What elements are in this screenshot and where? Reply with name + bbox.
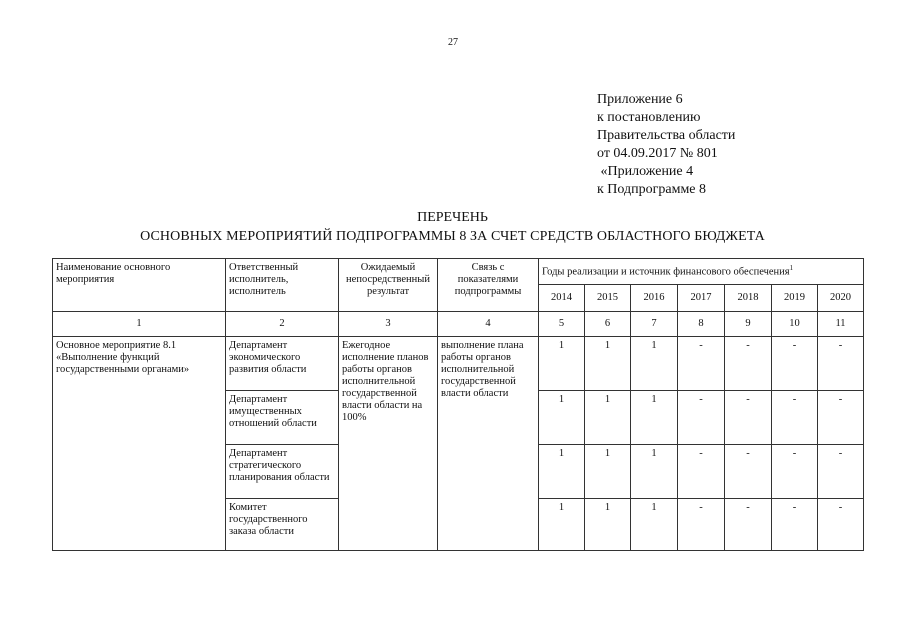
value-cell: 1 [631, 337, 678, 391]
value-cell: 1 [585, 499, 631, 551]
value-cell: - [818, 499, 864, 551]
value-cell: - [725, 337, 772, 391]
value-cell: - [678, 499, 725, 551]
appendix-line: к Подпрограмме 8 [597, 182, 707, 197]
value-cell: 1 [585, 391, 631, 445]
value-cell: - [678, 337, 725, 391]
value-cell: - [772, 337, 818, 391]
indicator-link-cell: выполнение плана работы органов исполнительной государственной власти области [438, 337, 539, 551]
executor-cell: Департамент имущественных отношений области [226, 391, 339, 445]
column-number: 11 [818, 312, 864, 337]
value-cell: - [818, 391, 864, 445]
activity-name-cell: Основное мероприятие 8.1 «Выполнение функций государственными органами» [53, 337, 226, 551]
header-responsible: Ответственный исполнитель, исполнитель [226, 259, 339, 312]
value-cell: 1 [631, 445, 678, 499]
value-cell: - [772, 499, 818, 551]
column-number: 3 [339, 312, 438, 337]
header-year: 2017 [678, 285, 725, 312]
appendix-line: Приложение 6 [597, 92, 683, 107]
value-cell: - [818, 337, 864, 391]
column-number: 7 [631, 312, 678, 337]
executor-cell: Департамент экономического развития области [226, 337, 339, 391]
activities-table [52, 258, 864, 551]
value-cell: - [725, 445, 772, 499]
column-number: 9 [725, 312, 772, 337]
appendix-line: от 04.09.2017 № 801 [597, 146, 718, 161]
page-number: 27 [448, 37, 458, 48]
header-underline [67, 311, 79, 312]
column-number: 2 [226, 312, 339, 337]
value-cell: 1 [585, 445, 631, 499]
header-year: 2015 [585, 285, 631, 312]
value-cell: 1 [631, 391, 678, 445]
header-years-group [539, 259, 864, 285]
value-cell: 1 [539, 445, 585, 499]
value-cell: 1 [539, 391, 585, 445]
header-activity-name [53, 259, 226, 312]
appendix-line: к постановлению [597, 110, 701, 125]
column-number: 8 [678, 312, 725, 337]
header-indicator-link: Связь с показателями подпрограммы [438, 259, 539, 312]
executor-cell: Департамент стратегического планирования области [226, 445, 339, 499]
value-cell: 1 [585, 337, 631, 391]
column-number: 5 [539, 312, 585, 337]
table-row [53, 337, 864, 391]
expected-result-cell: Ежегодное исполнение планов работы органов исполнительной государственной власти области на 100% [339, 337, 438, 551]
document-subtitle: ОСНОВНЫХ МЕРОПРИЯТИЙ ПОДПРОГРАММЫ 8 ЗА СЧЕТ СРЕДСТВ ОБЛАСТНОГО БЮДЖЕТА [140, 229, 765, 244]
appendix-line: Правительства области [597, 128, 736, 143]
value-cell: - [818, 445, 864, 499]
value-cell: - [772, 391, 818, 445]
appendix-line: «Приложение 4 [597, 164, 694, 179]
value-cell: - [725, 499, 772, 551]
header-year: 2020 [818, 285, 864, 312]
header-expected-result: Ожидаемый непосредственный результат [339, 259, 438, 312]
column-number: 10 [772, 312, 818, 337]
column-number: 4 [438, 312, 539, 337]
header-year: 2018 [725, 285, 772, 312]
footnote-mark: 1 [789, 264, 794, 272]
value-cell: - [678, 391, 725, 445]
value-cell: - [772, 445, 818, 499]
value-cell: 1 [631, 499, 678, 551]
header-year: 2016 [631, 285, 678, 312]
header-years-group-text: Годы реализации и источник финансового обеспечения [542, 266, 790, 278]
header-activity-name-text: Наименование основного мероприятия [56, 262, 171, 285]
header-year: 2019 [772, 285, 818, 312]
header-year: 2014 [539, 285, 585, 312]
value-cell: 1 [539, 337, 585, 391]
value-cell: - [725, 391, 772, 445]
column-number: 6 [585, 312, 631, 337]
value-cell: - [678, 445, 725, 499]
executor-cell: Комитет государственного заказа области [226, 499, 339, 551]
appendix-block [597, 91, 735, 199]
value-cell: 1 [539, 499, 585, 551]
column-number: 1 [53, 312, 226, 337]
document-title: ПЕРЕЧЕНЬ [417, 210, 488, 225]
